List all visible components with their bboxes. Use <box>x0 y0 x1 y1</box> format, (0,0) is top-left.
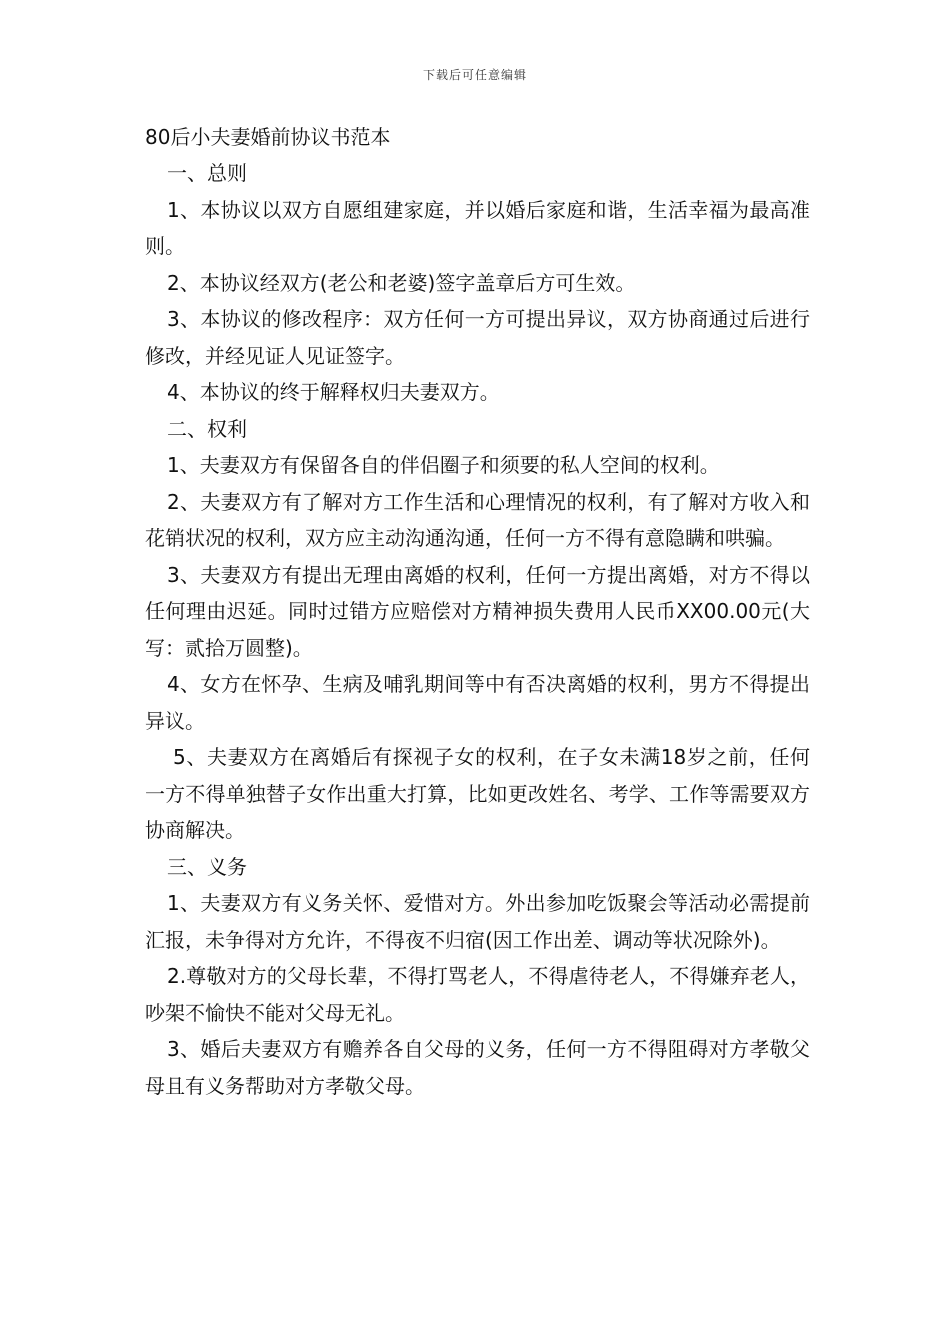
clause-rights-5: 5、夫妻双方在离婚后有探视子女的权利，在子女未满18岁之前，任何一方不得单独替子女作出重大打算，比如更改姓名、考学、工作等需要双方协商解决。 <box>145 745 810 842</box>
clause-rights-2: 2、夫妻双方有了解对方工作生活和心理情况的权利，有了解对方收入和花销状况的权利，双方应主动沟通沟通，任何一方不得有意隐瞒和哄骗。 <box>145 489 810 550</box>
clause-obligations-2: 2.尊敬对方的父母长辈，不得打骂老人，不得虐待老人，不得嫌弃老人，吵架不愉快不能对父母无礼。 <box>145 964 810 1025</box>
clause-general-3: 3、本协议的修改程序：双方任何一方可提出异议，双方协商通过后进行修改，并经见证人见证签字。 <box>145 307 810 368</box>
clause-general-4: 4、本协议的终于解释权归夫妻双方。 <box>167 380 500 404</box>
clause-rights-4: 4、女方在怀孕、生病及哺乳期间等中有否决离婚的权利，男方不得提出异议。 <box>145 672 810 733</box>
clause-general-2: 2、本协议经双方(老公和老婆)签字盖章后方可生效。 <box>167 270 636 295</box>
clause-general-1: 1、本协议以双方自愿组建家庭，并以婚后家庭和谐，生活幸福为最高准则。 <box>145 197 810 258</box>
document-title: 80后小夫妻婚前协议书范本 <box>145 125 391 149</box>
section-heading-rights: 二、权利 <box>167 416 247 441</box>
clause-obligations-3: 3、婚后夫妻双方有赡养各自父母的义务，任何一方不得阻碍对方孝敬父母且有义务帮助对方孝敬父母。 <box>145 1037 810 1098</box>
clause-rights-3: 3、夫妻双方有提出无理由离婚的权利，任何一方提出离婚，对方不得以任何理由迟延。同时过错方应赔偿对方精神损失费用人民币XX00.00元(大写：贰拾万圆整)。 <box>145 562 810 660</box>
section-heading-general: 一、总则 <box>167 161 247 185</box>
page-header: 下载后可任意编辑 <box>422 68 527 82</box>
clause-obligations-1: 1、夫妻双方有义务关怀、爱惜对方。外出参加吃饭聚会等活动必需提前汇报，未争得对方允许，不得夜不归宿(因工作出差、调动等状况除外)。 <box>145 891 810 952</box>
clause-rights-1: 1、夫妻双方有保留各自的伴侣圈子和须要的私人空间的权利。 <box>167 453 720 477</box>
document-body <box>145 119 810 1104</box>
section-heading-obligations: 三、义务 <box>167 854 247 879</box>
